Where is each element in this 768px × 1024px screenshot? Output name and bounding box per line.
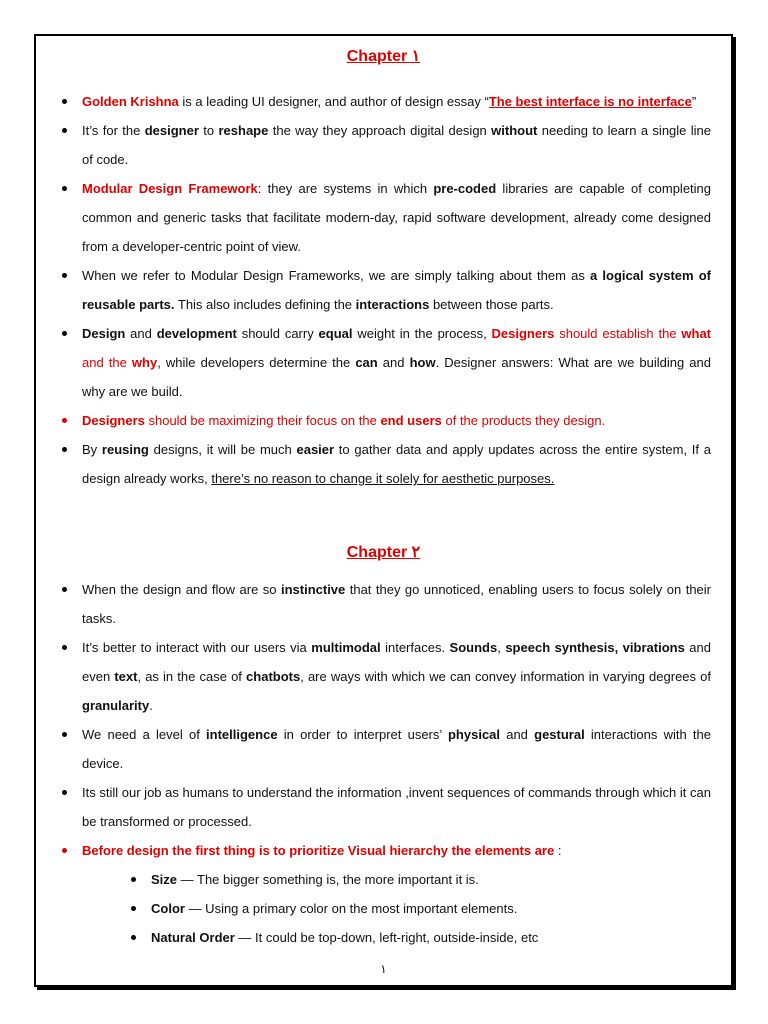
text-run: and — [500, 727, 535, 742]
text-run: — Using a primary color on the most important elements. — [184, 901, 518, 916]
text-run: , while developers determine the — [157, 355, 356, 370]
text-run: designer — [144, 123, 199, 138]
text-run: When the design and flow are so — [82, 582, 281, 597]
text-run: , are ways with which we can convey information in varying degrees of — [300, 669, 712, 684]
text-run: interactions — [355, 297, 430, 312]
text-run: Designers — [491, 326, 555, 341]
text-run: without — [491, 123, 538, 138]
text-run: there’s no reason to change it solely for aesthetic purposes. — [211, 471, 555, 486]
document-page — [34, 34, 733, 987]
text-run: interfaces. — [380, 640, 450, 655]
text-run: reshape — [218, 123, 269, 138]
bullet-item — [36, 261, 731, 319]
bullet-item — [36, 116, 731, 174]
text-run: granularity — [82, 698, 150, 713]
text-run: easier — [296, 442, 335, 457]
text-run: pre-coded — [433, 181, 497, 196]
sub-bullet-item — [36, 865, 731, 894]
text-run: why — [131, 355, 158, 370]
bullet-item — [36, 406, 731, 435]
text-run: how — [409, 355, 436, 370]
text-run: : they are systems in which — [257, 181, 434, 196]
chapter-1-title: Chapter ١ — [346, 48, 421, 65]
text-run: equal — [318, 326, 353, 341]
text-run: ” — [691, 94, 697, 109]
text-run: text — [114, 669, 138, 684]
text-run: The best interface is no interface — [488, 94, 692, 109]
text-run: is a leading UI designer, and author of design essay “ — [178, 94, 489, 109]
text-run: end users — [380, 413, 442, 428]
text-run: Designers — [82, 413, 145, 428]
text-run: and — [125, 326, 157, 341]
text-run: a logical system of reusable parts. — [82, 268, 711, 312]
text-run: libraries are capable of completing common and generic tasks that facilitate modern-day, rapid software development, already come designed from a developer-centric point of view. — [82, 181, 712, 254]
text-run: instinctive — [280, 582, 346, 597]
text-run: intelligence — [206, 727, 278, 742]
bullet-item — [36, 174, 731, 261]
text-run: Before design the first thing is to prioritize Visual hierarchy the elements are — [82, 843, 555, 858]
text-run: Its still our job as humans to understand the information ,invent sequences of commands through which it can be transformed or processed. — [82, 785, 711, 829]
text-run: should carry — [236, 326, 319, 341]
text-run: It’s better to interact with our users via — [82, 640, 312, 655]
text-run: Modular Design Framework — [82, 181, 258, 196]
text-run: weight in the process, — [352, 326, 492, 341]
text-run: Natural Order — [151, 930, 235, 945]
text-run: — The bigger something is, the more important it is. — [177, 872, 479, 887]
bullet-item — [36, 319, 731, 406]
chapter-2-title: Chapter ٢ — [346, 544, 421, 561]
text-run: It’s for the — [82, 123, 145, 138]
text-run: of the products they design. — [441, 413, 606, 428]
bullet-item — [36, 575, 731, 633]
bullet-item — [36, 633, 731, 720]
text-run: — It could be top-down, left-right, outside-inside, etc — [234, 930, 539, 945]
text-run: physical — [447, 727, 501, 742]
text-run: . Designer answers: What are we building and why are we build. — [82, 355, 711, 399]
text-run: what — [681, 326, 712, 341]
text-run: and the — [82, 355, 132, 370]
text-run: the way they approach digital design — [268, 123, 492, 138]
text-run: should establish the — [554, 326, 682, 341]
text-run: should be maximizing their focus on the — [144, 413, 381, 428]
text-run: interactions with the device. — [82, 727, 711, 771]
text-run: This also includes defining the — [174, 297, 356, 312]
bullet-item — [36, 87, 731, 116]
text-run: , as in the case of — [137, 669, 247, 684]
text-run: speech synthesis, vibrations — [505, 640, 685, 655]
chapter-1-bullet-list — [36, 87, 731, 493]
text-run: By — [82, 442, 102, 457]
text-run: to gather data and apply updates across the entire system, If a design already works, — [82, 442, 711, 486]
text-run: multimodal — [311, 640, 381, 655]
bullet-item — [36, 778, 731, 836]
sub-bullet-item — [36, 923, 731, 952]
text-run: When we refer to Modular Design Frameworks, we are simply talking about them as — [82, 268, 591, 283]
text-run: We need a level of — [82, 727, 207, 742]
page-number: ١ — [380, 962, 387, 976]
text-run: Golden Krishna — [82, 94, 179, 109]
text-run: and even — [82, 640, 711, 684]
text-run: to — [198, 123, 219, 138]
text-run: in order to interpret users’ — [277, 727, 448, 742]
text-run: and — [377, 355, 410, 370]
bullet-item — [36, 720, 731, 778]
text-run: . — [149, 698, 153, 713]
text-run: that they go unnoticed, enabling users to focus solely on their tasks. — [82, 582, 711, 626]
text-run: between those parts. — [429, 297, 554, 312]
text-run: Sounds — [449, 640, 498, 655]
text-run: : — [554, 843, 562, 858]
text-run: Size — [151, 872, 178, 887]
text-run: gestural — [534, 727, 585, 742]
sub-bullet-item — [36, 894, 731, 923]
chapter-2-bullet-list — [36, 575, 731, 952]
text-run: chatbots — [246, 669, 301, 684]
text-run: reusing — [101, 442, 149, 457]
bullet-item — [36, 836, 731, 865]
text-run: Color — [151, 901, 185, 916]
text-run: development — [156, 326, 237, 341]
text-run: needing to learn a single line of code. — [82, 123, 712, 167]
text-run: Design — [82, 326, 126, 341]
text-run: can — [355, 355, 378, 370]
text-run: designs, it will be much — [148, 442, 297, 457]
text-run: , — [497, 640, 506, 655]
bullet-item — [36, 435, 731, 493]
